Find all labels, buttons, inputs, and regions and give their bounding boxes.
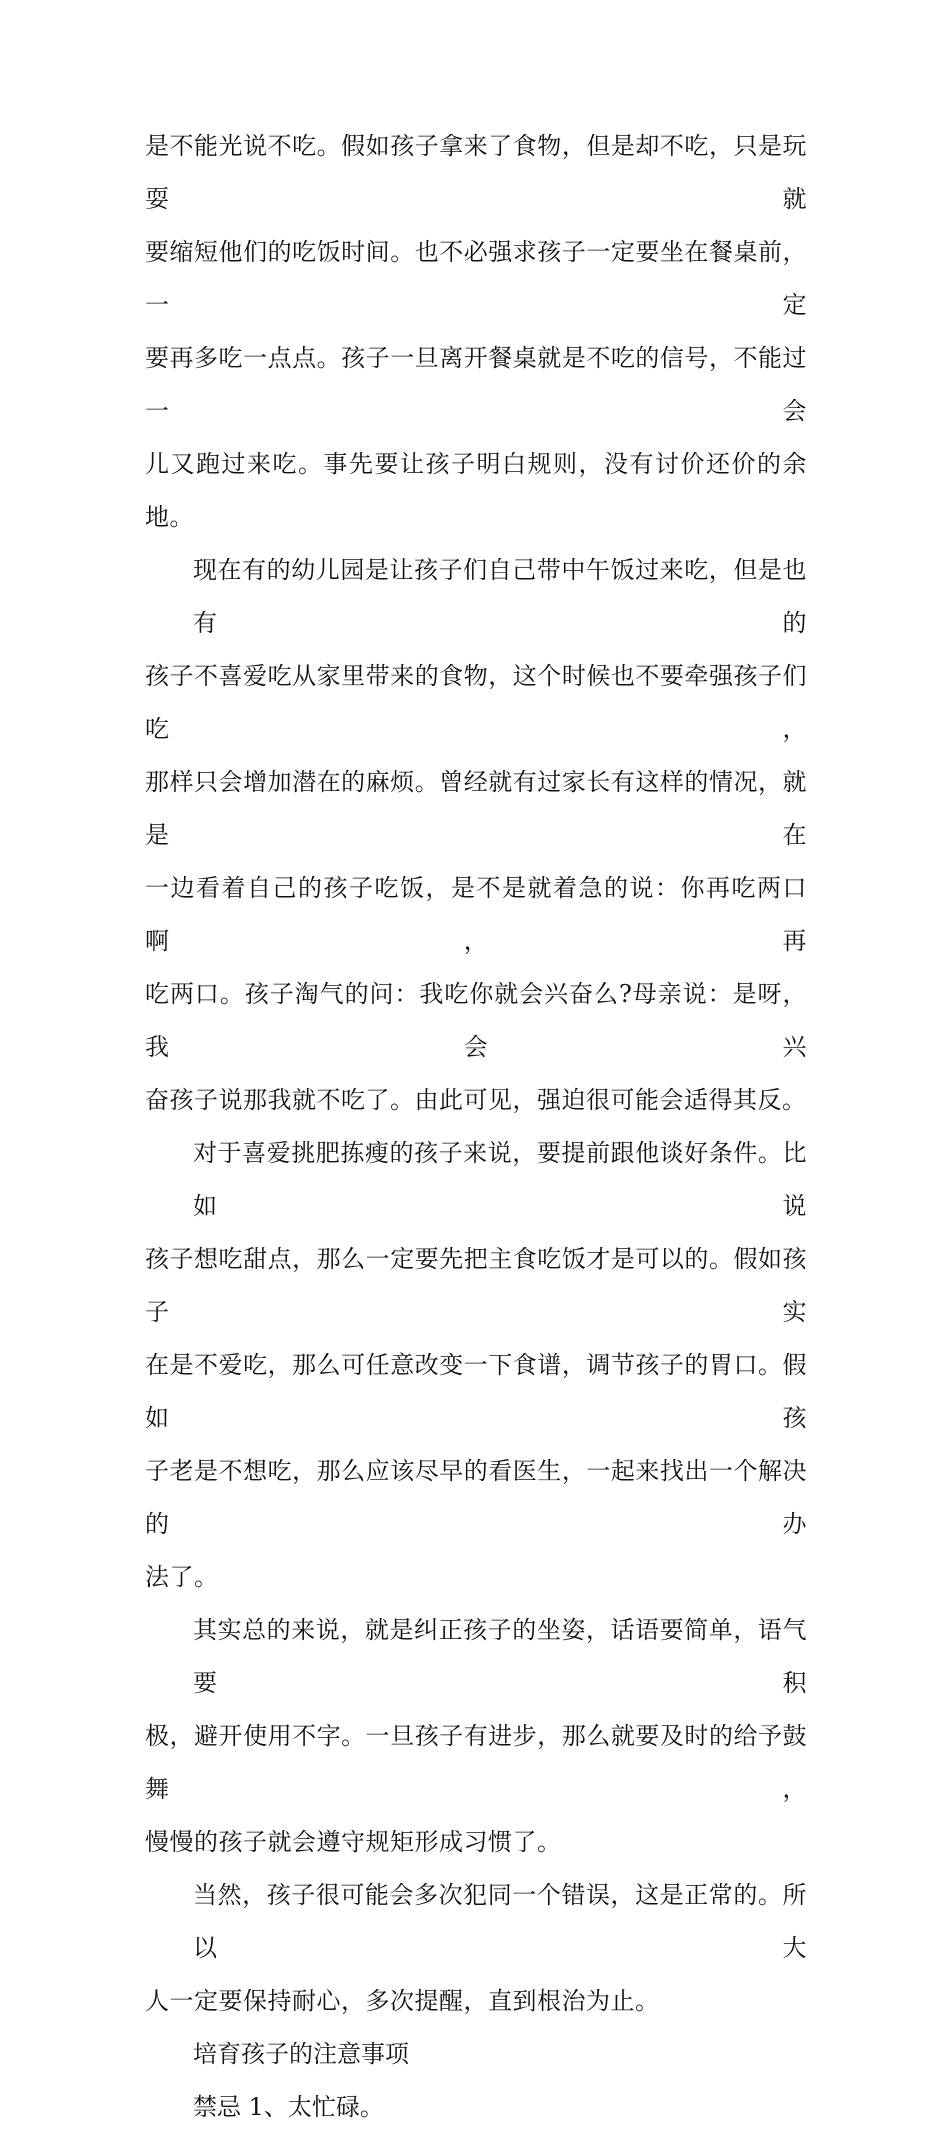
text-line: 在是不爱吃，那么可任意改变一下食谱，调节孩子的胃口。假如孩 [145, 1351, 807, 1432]
text-line: 当然，孩子很可能会多次犯同一个错误，这是正常的。所以大 [193, 1881, 807, 1962]
text-line: 人一定要保持耐心，多次提醒，直到根治为止。 [145, 1987, 660, 2015]
text-line: 吃两口。孩子淘气的问：我吃你就会兴奋么?母亲说：是呀，我会兴 [145, 980, 807, 1061]
text-line: 子老是不想吃，那么应该尽早的看医生，一起来找出一个解决的办 [145, 1457, 807, 1538]
paragraph-5 [145, 1869, 807, 2028]
paragraph-3 [145, 1127, 807, 1604]
text-line: 法了。 [145, 1563, 219, 1591]
text-line: 其实总的来说，就是纠正孩子的坐姿，话语要简单，语气要积 [193, 1616, 807, 1697]
document-body [145, 120, 807, 2134]
text-line: 奋孩子说那我就不吃了。由此可见，强迫很可能会适得其反。 [145, 1086, 807, 1114]
text-line: 那样只会增加潜在的麻烦。曾经就有过家长有这样的情况，就是在 [145, 768, 807, 849]
paragraph-2 [145, 544, 807, 1127]
text-line: 孩子不喜爱吃从家里带来的食物，这个时候也不要牵强孩子们吃， [145, 662, 807, 743]
text-line: 对于喜爱挑肥拣瘦的孩子来说，要提前跟他谈好条件。比如说 [193, 1139, 807, 1220]
list-item-taboo-1: 禁忌 1、太忙碌。 [193, 2093, 384, 2121]
paragraph-1 [145, 120, 807, 544]
text-line: 极，避开使用不字。一旦孩子有进步，那么就要及时的给予鼓舞， [145, 1722, 807, 1803]
text-line: 孩子想吃甜点，那么一定要先把主食吃饭才是可以的。假如孩子实 [145, 1245, 807, 1326]
text-line: 儿又跑过来吃。事先要让孩子明白规则，没有讨价还价的余地。 [145, 450, 807, 531]
text-line: 一边看着自己的孩子吃饭，是不是就着急的说：你再吃两口啊，再 [145, 874, 807, 955]
text-line: 慢慢的孩子就会遵守规矩形成习惯了。 [145, 1828, 562, 1856]
section-heading: 培育孩子的注意事项 [193, 2040, 409, 2068]
paragraph-4 [145, 1604, 807, 1869]
text-line: 是不能光说不吃。假如孩子拿来了食物，但是却不吃，只是玩耍就 [145, 132, 807, 213]
text-line: 要再多吃一点点。孩子一旦离开餐桌就是不吃的信号，不能过一会 [145, 344, 807, 425]
text-line: 要缩短他们的吃饭时间。也不必强求孩子一定要坐在餐桌前，一定 [145, 238, 807, 319]
text-line: 现在有的幼儿园是让孩子们自己带中午饭过来吃，但是也有的 [193, 556, 807, 637]
